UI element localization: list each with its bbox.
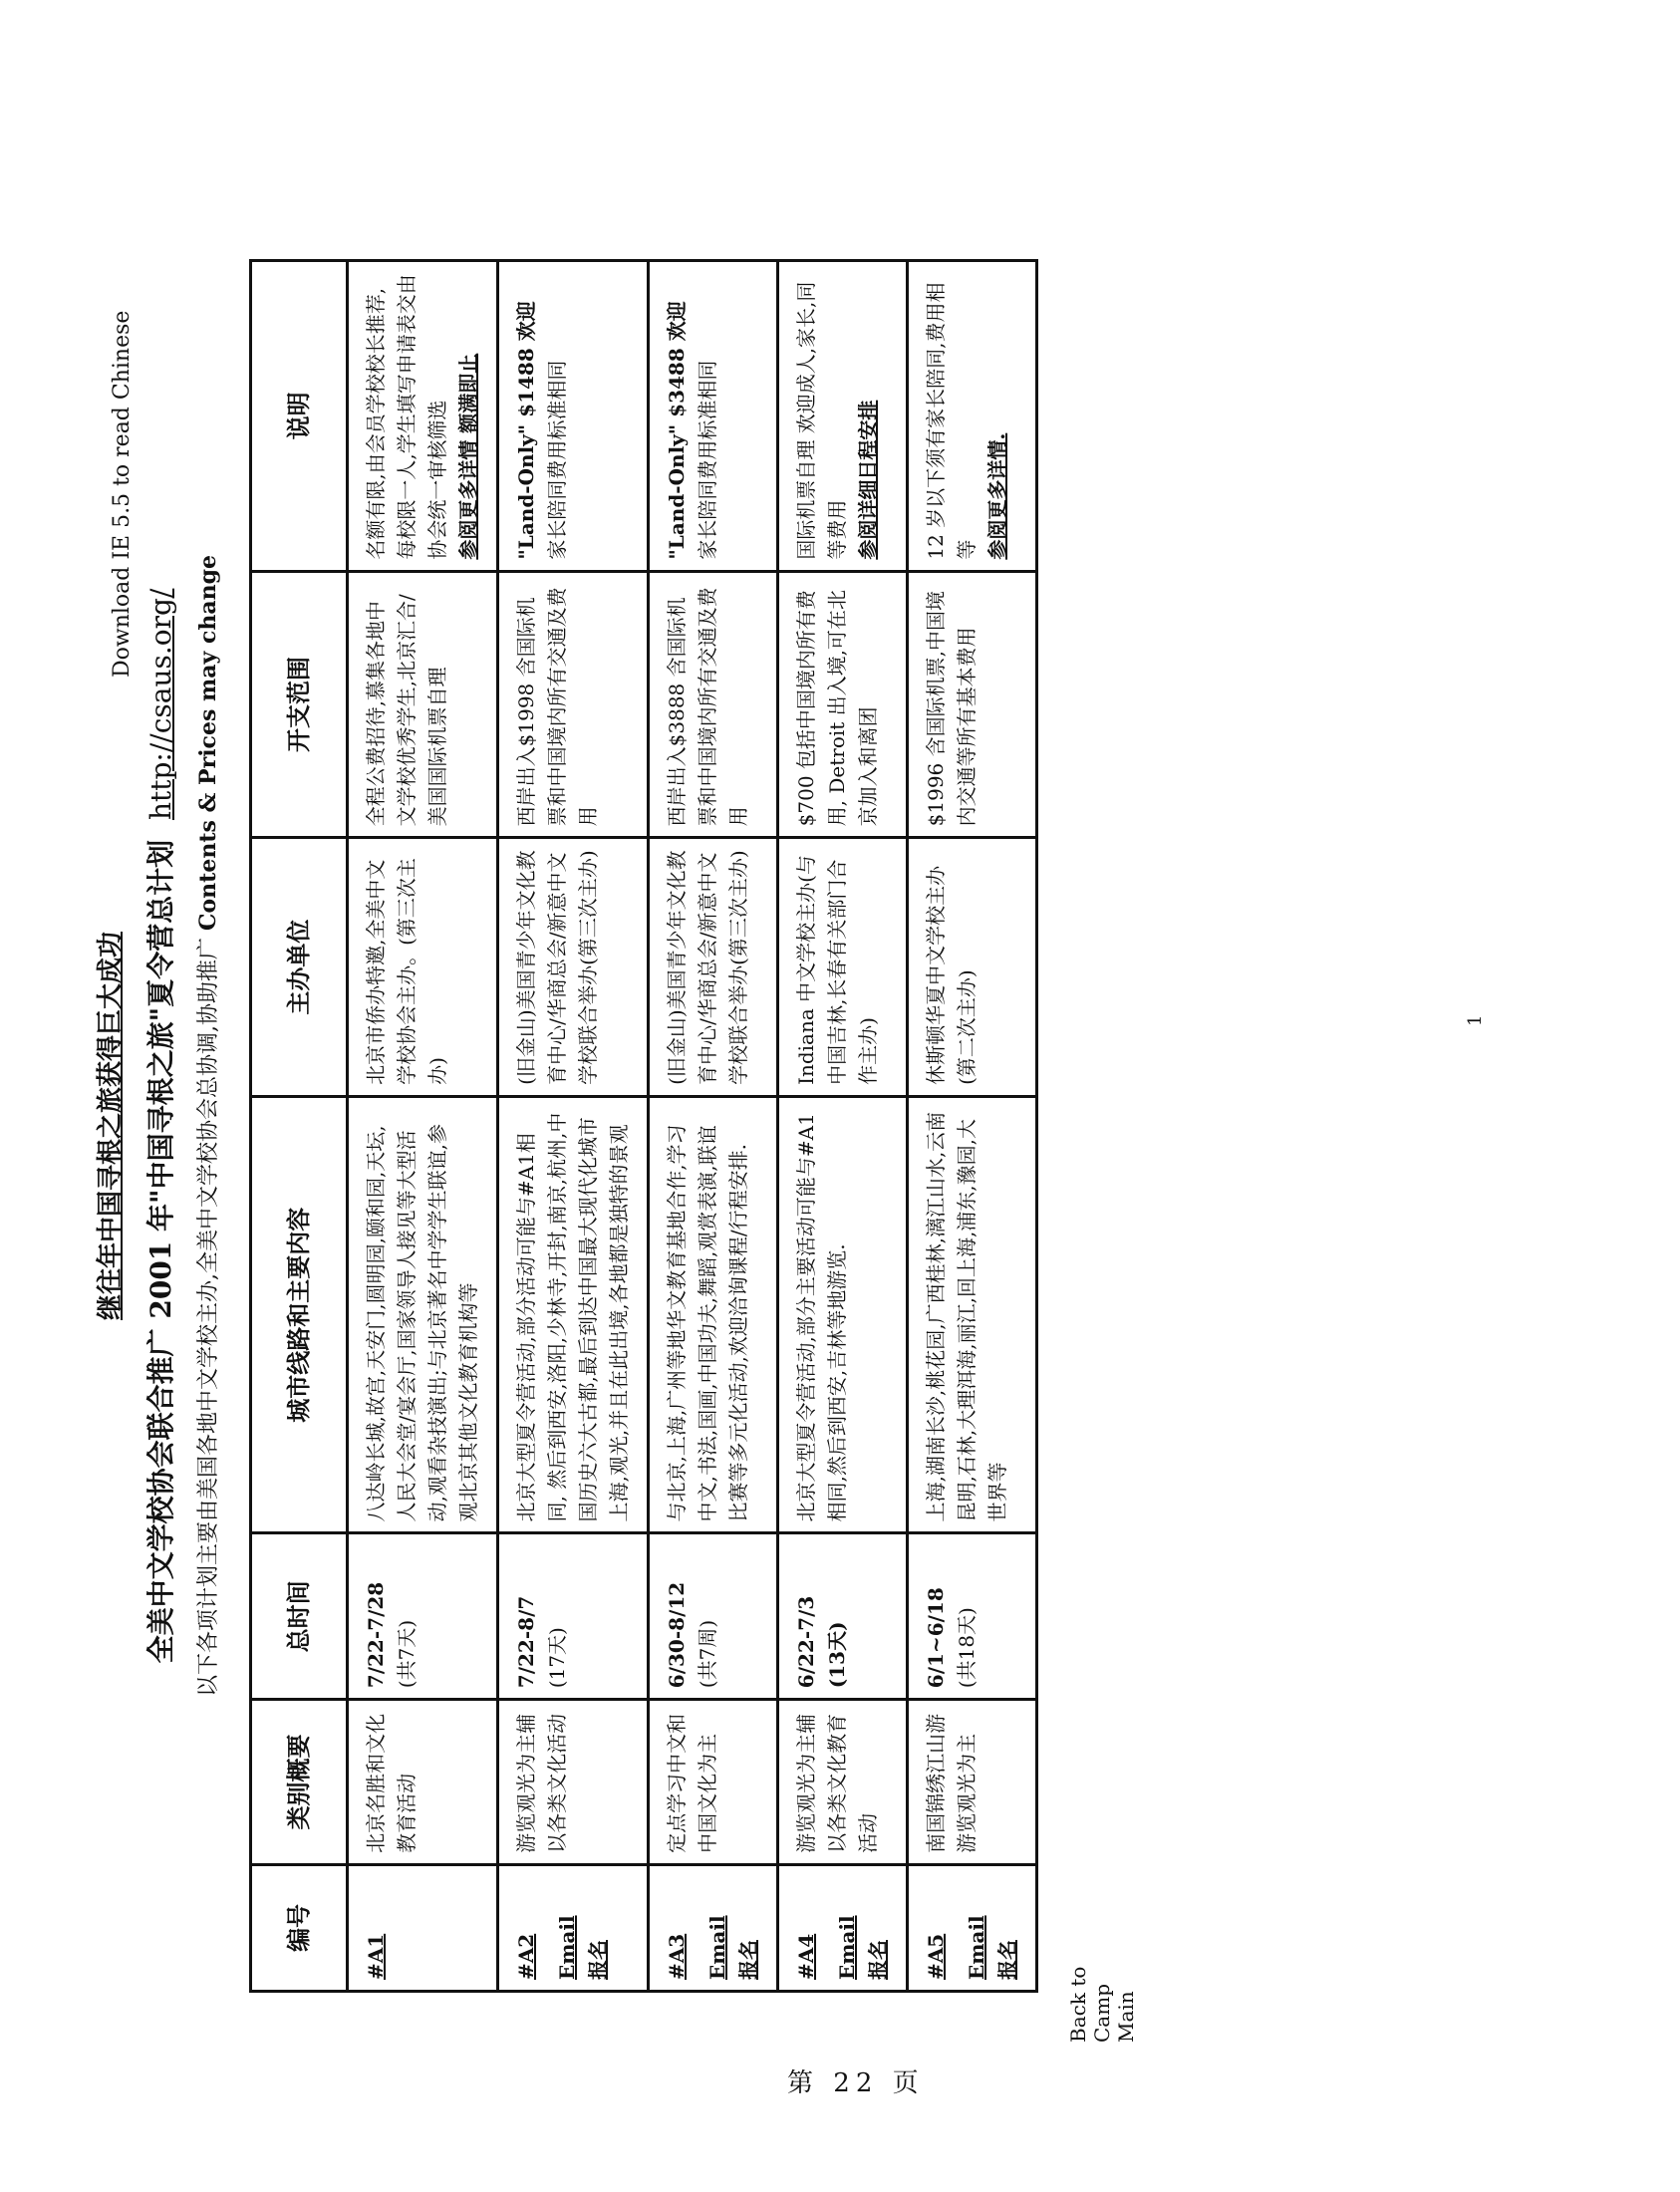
cell-type: 北京名胜和文化教育活动 bbox=[348, 1700, 498, 1865]
email-link[interactable]: Email bbox=[835, 1915, 859, 1980]
page-subtitle-line bbox=[140, 179, 179, 2072]
duration: (共7天) bbox=[395, 1619, 419, 1689]
table-header-row bbox=[251, 261, 348, 1992]
cell-time bbox=[908, 1533, 1037, 1700]
note-text-2: 家长陪同费用标准相同 bbox=[696, 360, 719, 560]
cell-content: 北京大型夏令营活动,部分活动可能与#A1相同, 然后到西安,洛阳,少林寺,开封,南京,杭州,中国历史六大古都,最后到达中国最大现代化城市上海,观光,并且在此出境,各地都是独特的景观 bbox=[498, 1096, 649, 1533]
cell-organizer: (旧金山)美国青少年文化教育中心/华商总会/新意中文学校联合举办(第三次主办) bbox=[649, 838, 778, 1097]
duration: (17天) bbox=[545, 1627, 569, 1689]
cell-cost: 全程公费招待,慕集各地中文学校优秀学生,北京汇合/美国国际机票自理 bbox=[348, 571, 498, 838]
note-text: "Land-Only" $1488 欢迎 bbox=[514, 301, 538, 560]
camp-id-link[interactable]: #A5 bbox=[924, 1933, 948, 1980]
cell-content: 与北京,上海,广州等地华文教育基地合作,学习中文,书法,国画,中国功夫,舞蹈,观赏表演,联谊比赛等多元化活动,欢迎洽询课程/行程安排. bbox=[649, 1096, 778, 1533]
rotated-page bbox=[70, 80, 1564, 2072]
cell-time bbox=[778, 1533, 908, 1700]
cell-time bbox=[649, 1533, 778, 1700]
date-range: 7/22-7/28 bbox=[364, 1581, 388, 1689]
cell-id bbox=[908, 1864, 1037, 1991]
cell-content: 北京大型夏令营活动,部分主要活动可能与#A1相同,然后到西安,吉林等地游览. bbox=[778, 1096, 908, 1533]
signup-link[interactable]: 报名 bbox=[586, 1940, 610, 1980]
table-row bbox=[649, 261, 778, 1992]
email-link[interactable]: Email bbox=[965, 1915, 988, 1980]
page-number bbox=[787, 2062, 925, 2099]
email-link[interactable]: Email bbox=[555, 1915, 579, 1980]
cell-id bbox=[498, 1864, 649, 1991]
table-row bbox=[778, 261, 908, 1992]
cell-note bbox=[348, 261, 498, 572]
date-range: 6/30-8/12 bbox=[665, 1581, 689, 1689]
header-type: 类别概要 bbox=[251, 1700, 348, 1865]
date-range: 7/22-8/7 bbox=[514, 1595, 538, 1689]
date-range: 6/22-7/3 bbox=[794, 1595, 818, 1689]
cell-content: 上海,湖南长沙,桃花园,广西桂林,漓江山水,云南昆明,石林,大理洱海,丽江,回上海,浦东,豫园,大世界等 bbox=[908, 1096, 1037, 1533]
camp-id-link[interactable]: #A1 bbox=[364, 1933, 388, 1980]
header-cost: 开支范围 bbox=[251, 571, 348, 838]
duration: (共18天) bbox=[955, 1607, 979, 1689]
date-range: 6/1~6/18 bbox=[924, 1587, 948, 1689]
signup-link[interactable]: 报名 bbox=[736, 1940, 760, 1980]
cell-note bbox=[649, 261, 778, 572]
note-text: "Land-Only" $3488 欢迎 bbox=[665, 301, 689, 560]
note-text: 名额有限,由会员学校校长推荐,每校限一人,学生填写申请表交由协会统一审核筛选 bbox=[364, 274, 449, 560]
csaus-link[interactable]: http://csaus.org/ bbox=[144, 588, 177, 821]
cell-organizer: 休斯顿华夏中文学校主办(第二次主办) bbox=[908, 838, 1037, 1097]
cell-note bbox=[778, 261, 908, 572]
cell-note bbox=[908, 261, 1037, 572]
page-prefix: 第 bbox=[787, 2068, 820, 2098]
stray-mark: 1 bbox=[1465, 1014, 1486, 1026]
cell-organizer: Indiana 中文学校主办(与中国吉林,长春有关部门合作主办) bbox=[778, 838, 908, 1097]
signup-link[interactable]: 报名 bbox=[866, 1940, 890, 1980]
table-row bbox=[908, 261, 1037, 1992]
camp-table bbox=[249, 259, 1038, 1993]
cell-id bbox=[649, 1864, 778, 1991]
cell-cost: 西岸出入$3888 含国际机票和中国境内所有交通及费用 bbox=[649, 571, 778, 838]
cell-cost: 西岸出入$1998 含国际机票和中国境内所有交通及费用 bbox=[498, 571, 649, 838]
cell-type: 游览观光为主辅以各类文化活动 bbox=[498, 1700, 649, 1865]
page-number-value: 22 bbox=[833, 2068, 879, 2098]
cell-id bbox=[778, 1864, 908, 1991]
cell-type: 定点学习中文和中国文化为主 bbox=[649, 1700, 778, 1865]
plan-title: 全美中文学校协会联合推广 2001 年"中国寻根之旅"夏令营总计划 bbox=[144, 839, 177, 1664]
cell-id bbox=[348, 1864, 498, 1991]
duration: (共7周) bbox=[696, 1619, 719, 1689]
subtitle-line bbox=[191, 179, 222, 2072]
cell-organizer: (旧金山)美国青少年文化教育中心/华商总会/新意中文学校联合举办(第三次主办) bbox=[498, 838, 649, 1097]
cell-organizer: 北京市侨办特邀,全美中文学校协会主办。(第三次主办) bbox=[348, 838, 498, 1097]
camp-id-link[interactable]: #A4 bbox=[794, 1933, 818, 1980]
back-to-camp-main-link[interactable]: Back to Camp Main bbox=[1066, 1966, 1138, 2043]
change-note: Contents & Prices may change bbox=[195, 555, 221, 931]
header-content: 城市线路和主要内容 bbox=[251, 1096, 348, 1533]
note-text-2: 家长陪同费用标准相同 bbox=[545, 360, 569, 560]
cell-time bbox=[348, 1533, 498, 1700]
page-title: 继往年中国寻根之旅获得巨大成功 bbox=[96, 932, 126, 1321]
duration: (13天) bbox=[825, 1621, 849, 1689]
header-organizer: 主办单位 bbox=[251, 838, 348, 1097]
camp-id-link[interactable]: #A2 bbox=[514, 1933, 538, 1980]
table-row bbox=[498, 261, 649, 1992]
organizer-note: 以下各项计划主要由美国各地中文学校主办,全美中文学校协会总协调,协助推广 bbox=[196, 938, 221, 1697]
cell-type: 游览观光为主辅以各类文化教育活动 bbox=[778, 1700, 908, 1865]
page-suffix: 页 bbox=[892, 2068, 925, 2098]
note-text: 国际机票自理 欢迎成人,家长,同等费用 bbox=[794, 281, 849, 560]
header-note: 说明 bbox=[251, 261, 348, 572]
download-note[interactable]: Download IE 5.5 to read Chinese bbox=[110, 310, 135, 678]
note-text: 12 岁以下须有家长陪同,费用相等 bbox=[924, 282, 979, 560]
cell-cost: $1996 含国际机票,中国境内交通等所有基本费用 bbox=[908, 571, 1037, 838]
details-link[interactable]: 参阅更多详情 额满即止 bbox=[456, 353, 480, 560]
header-id: 编号 bbox=[251, 1864, 348, 1991]
header-time: 总时间 bbox=[251, 1533, 348, 1700]
cell-type: 南国锦绣江山游 游览观光为主 bbox=[908, 1700, 1037, 1865]
cell-time bbox=[498, 1533, 649, 1700]
cell-note bbox=[498, 261, 649, 572]
cell-cost: $700 包括中国境内所有费用, Detroit 出入境,可在北京加入和离团 bbox=[778, 571, 908, 838]
details-link[interactable]: 参阅更多详情. bbox=[985, 432, 1009, 560]
table-row bbox=[348, 261, 498, 1992]
cell-content: 八达岭长城,故宫,天安门,圆明园,颐和园,天坛,人民大会堂/宴会厅,国家领导人接见等大型活动,观看杂技演出;与北京著名中学学生联谊,参观北京其他文化教育机构等 bbox=[348, 1096, 498, 1533]
signup-link[interactable]: 报名 bbox=[995, 1940, 1019, 1980]
email-link[interactable]: Email bbox=[705, 1915, 729, 1980]
details-link[interactable]: 参阅详细日程安排 bbox=[856, 400, 880, 560]
camp-id-link[interactable]: #A3 bbox=[665, 1933, 689, 1980]
